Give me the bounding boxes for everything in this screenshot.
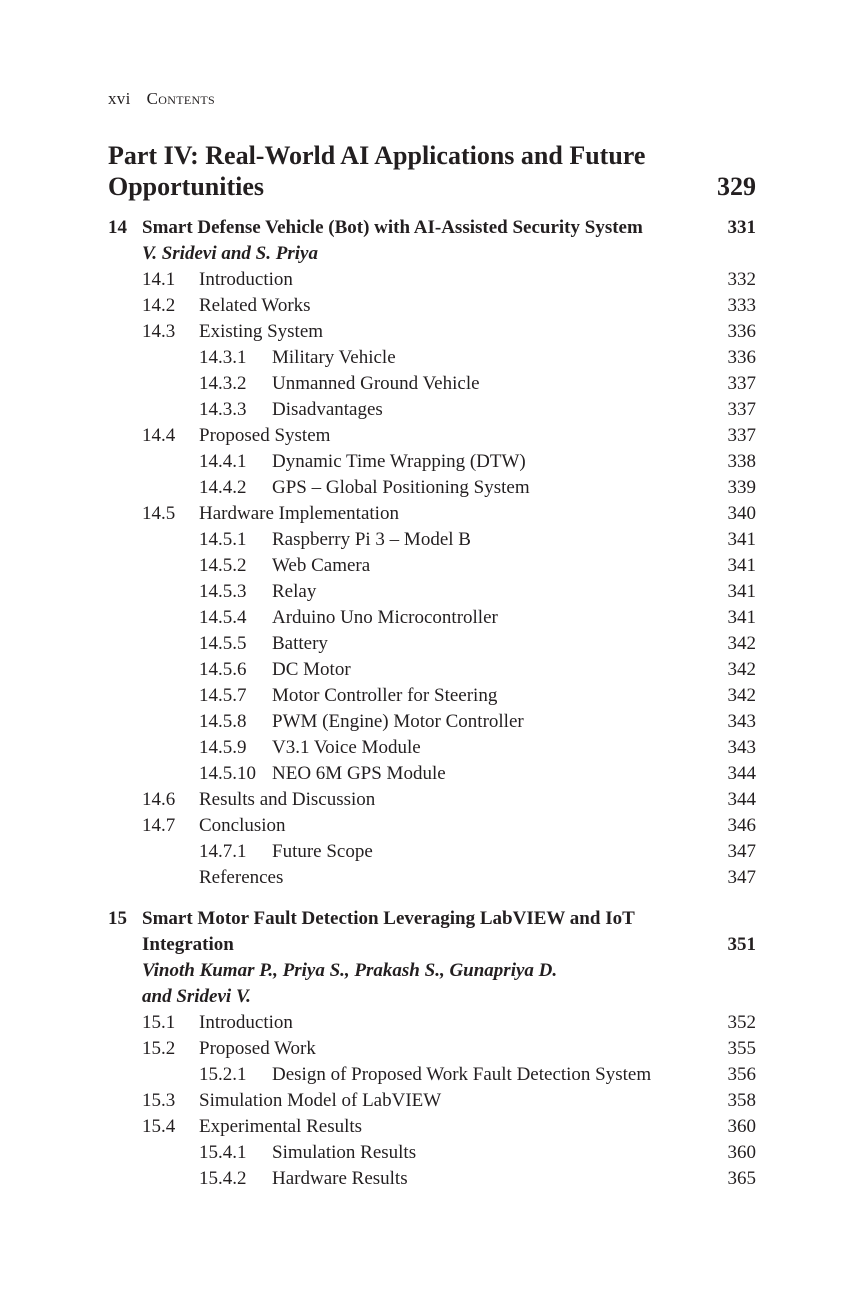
entry-title: Relay	[272, 581, 317, 602]
entry-page: 346	[727, 815, 756, 836]
chapter-15-authors-cont	[108, 984, 790, 1010]
entry-page: 347	[727, 867, 756, 888]
entry-title: Disadvantages	[272, 399, 383, 420]
entry-number: 14.3.1	[199, 347, 247, 368]
entry-number: 14.4.2	[199, 477, 247, 498]
entry-title: Design of Proposed Work Fault Detection System	[272, 1064, 652, 1085]
entry-page: 342	[727, 685, 756, 706]
entry-page: 333	[727, 295, 756, 316]
part-title-line1: Part IV: Real-World AI Applications and Future	[108, 141, 646, 170]
entry-page: 341	[727, 581, 756, 602]
entry-page: 338	[727, 451, 756, 472]
entry-page: 344	[727, 763, 756, 784]
entry-title: Existing System	[199, 321, 324, 342]
chapter-number: 15	[108, 908, 127, 929]
entry-number: 15.3	[142, 1090, 176, 1111]
entry-title: V3.1 Voice Module	[272, 737, 421, 758]
entry-page: 336	[727, 347, 756, 368]
entry-title: Hardware Results	[272, 1168, 408, 1189]
part-page: 329	[717, 172, 756, 201]
entry-number: 15.2	[142, 1038, 176, 1059]
entry-title: Military Vehicle	[272, 347, 396, 368]
entry-page: 343	[727, 737, 756, 758]
entry-title: NEO 6M GPS Module	[272, 763, 446, 784]
entry-page: 339	[727, 477, 756, 498]
chapter-14-authors	[108, 241, 790, 267]
entry-number: 14.5.5	[199, 633, 247, 654]
entry-title: Simulation Model of LabVIEW	[199, 1090, 442, 1111]
entry-title: GPS – Global Positioning System	[272, 477, 530, 498]
entry-title: Raspberry Pi 3 – Model B	[272, 529, 471, 550]
entry-title: Future Scope	[272, 841, 373, 862]
entry-page: 352	[727, 1012, 756, 1033]
entry-number: 14.5.6	[199, 659, 247, 680]
entry-page: 337	[727, 373, 756, 394]
entry-title: Conclusion	[199, 815, 286, 836]
running-title: Contents	[146, 89, 216, 108]
entry-number: 14.7	[142, 815, 176, 836]
entry-page: 340	[727, 503, 756, 524]
running-head	[108, 89, 215, 109]
entry-title: Motor Controller for Steering	[272, 685, 498, 706]
spacer	[108, 932, 142, 958]
chapter-15-heading[interactable]	[108, 906, 756, 932]
entry-page: 347	[727, 841, 756, 862]
entry-title: Results and Discussion	[199, 789, 376, 810]
entry-page: 341	[727, 607, 756, 628]
chapter-number: 14	[108, 217, 127, 238]
entry-number: 14.5.1	[199, 529, 247, 550]
entry-page: 342	[727, 659, 756, 680]
page-folio: xvi	[108, 89, 131, 108]
authors-text: V. Sridevi and S. Priya	[142, 243, 318, 264]
entry-title: Unmanned Ground Vehicle	[272, 373, 480, 394]
chapter-title-line2: Integration	[142, 934, 234, 955]
entry-title: Dynamic Time Wrapping (DTW)	[272, 451, 526, 472]
entry-page: 342	[727, 633, 756, 654]
entry-number: 14.7.1	[199, 841, 247, 862]
entry-page: 355	[727, 1038, 756, 1059]
entry-title: Proposed Work	[199, 1038, 316, 1059]
entry-title: Web Camera	[272, 555, 371, 576]
entry-number: 14.5.3	[199, 581, 247, 602]
entry-title: Arduino Uno Microcontroller	[272, 607, 498, 628]
entry-page: 343	[727, 711, 756, 732]
entry-title: PWM (Engine) Motor Controller	[272, 711, 524, 732]
entry-number: 15.4	[142, 1116, 176, 1137]
entry-page: 341	[727, 529, 756, 550]
entry-number: 14.2	[142, 295, 176, 316]
entry-title: Experimental Results	[199, 1116, 363, 1137]
authors-line1: Vinoth Kumar P., Priya S., Prakash S., Gunapriya D.	[142, 960, 558, 981]
entry-page: 341	[727, 555, 756, 576]
chapter-title-line1: Smart Motor Fault Detection Leveraging LabVIEW and IoT	[142, 908, 635, 929]
entry-page: 337	[727, 399, 756, 420]
entry-number: 15.4.2	[199, 1168, 247, 1189]
entry-page: 356	[727, 1064, 756, 1085]
entry-number: 14.3	[142, 321, 176, 342]
entry-title: Battery	[272, 633, 328, 654]
entry-number: 14.5.8	[199, 711, 247, 732]
entry-title: Introduction	[199, 1012, 293, 1033]
chapter-15-authors	[108, 958, 790, 984]
entry-page: 332	[727, 269, 756, 290]
entry-number: 14.4.1	[199, 451, 247, 472]
chapter-14-heading[interactable]	[108, 215, 756, 241]
entry-title: Simulation Results	[272, 1142, 417, 1163]
entry-number: 14.5.10	[199, 763, 256, 784]
entry-page: 360	[727, 1116, 756, 1137]
entry-number: 15.4.1	[199, 1142, 247, 1163]
entry-title: Hardware Implementation	[199, 503, 399, 524]
entry-page: 344	[727, 789, 756, 810]
part-heading[interactable]	[108, 140, 756, 202]
entry-number: 14.6	[142, 789, 176, 810]
entry-title: References	[199, 867, 284, 888]
entry-page: 337	[727, 425, 756, 446]
entry-title: Related Works	[199, 295, 311, 316]
entry-title: DC Motor	[272, 659, 351, 680]
entry-number: 14.1	[142, 269, 176, 290]
chapter-title: Smart Defense Vehicle (Bot) with AI-Assisted Security System	[142, 217, 643, 238]
entry-number: 15.2.1	[199, 1064, 247, 1085]
entry-title: Proposed System	[199, 425, 331, 446]
entry-page: 365	[727, 1168, 756, 1189]
entry-number: 14.5.9	[199, 737, 247, 758]
entry-title: Introduction	[199, 269, 293, 290]
authors-line2: and Sridevi V.	[142, 986, 251, 1007]
entry-number: 14.5.4	[199, 607, 247, 628]
entry-number: 14.5.2	[199, 555, 247, 576]
entry-number: 14.5.7	[199, 685, 247, 706]
entry-number: 15.1	[142, 1012, 176, 1033]
entry-number: 14.3.2	[199, 373, 247, 394]
part-title-line2: Opportunities	[108, 172, 265, 201]
entry-page: 358	[727, 1090, 756, 1111]
entry-page: 360	[727, 1142, 756, 1163]
chapter-page: 331	[727, 217, 756, 238]
entry-page: 336	[727, 321, 756, 342]
entry-number: 14.4	[142, 425, 176, 446]
chapter-15-heading-cont[interactable]	[108, 932, 756, 958]
entry-number: 14.3.3	[199, 399, 247, 420]
chapter-page: 351	[727, 934, 756, 955]
entry-number: 14.5	[142, 503, 176, 524]
